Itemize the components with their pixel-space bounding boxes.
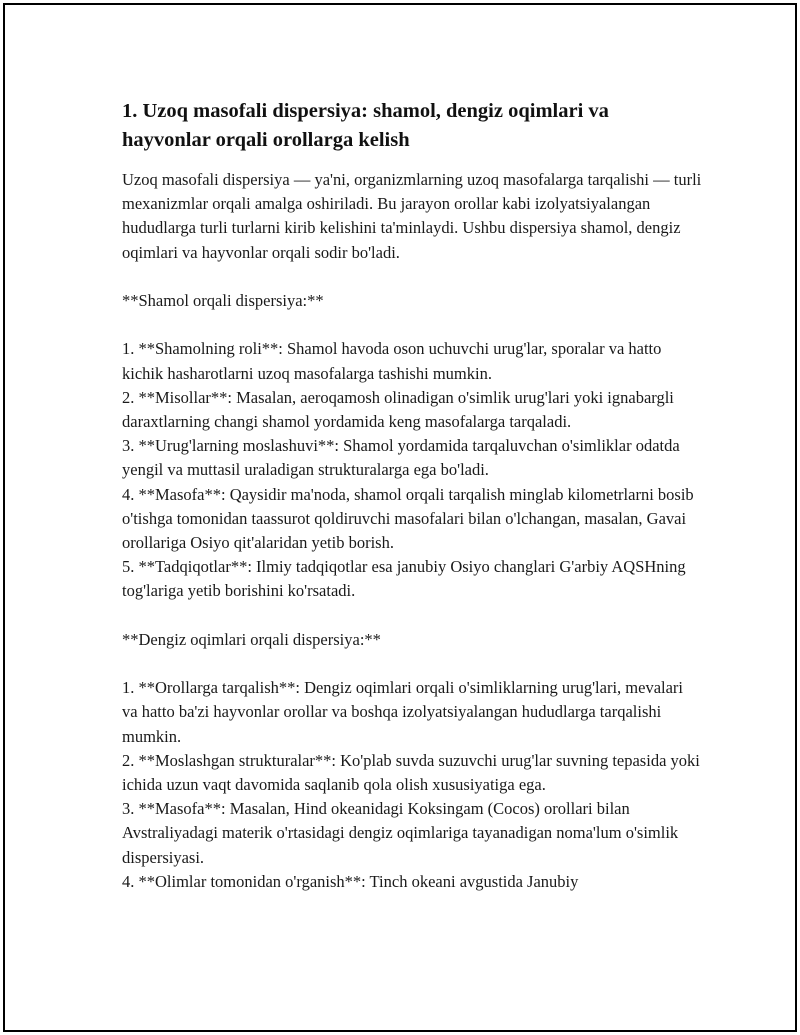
page-frame — [3, 3, 797, 1032]
spacer — [122, 265, 702, 289]
list-item: 4. **Masofa**: Qaysidir ma'noda, shamol orqali tarqalish minglab kilometrlarni bosib o'tishga tomonidan taassurot qoldiruvchi masofalari bilan o'lchangan, masalan, Gavai orollariga Osiyo qit'alaridan yetib borish. — [122, 484, 694, 553]
sea-section-title: **Dengiz oqimlari orqali dispersiya:** — [122, 629, 381, 649]
wind-section-title: **Shamol orqali dispersiya:** — [122, 291, 324, 310]
list-item: 3. **Masofa**: Masalan, Hind okeanidagi Koksingam (Cocos) orollari bilan Avstraliyadagi materik o'rtasidagi dengiz oqimlariga tayanadigan noma'lum o'simlik dispersiyasi. — [122, 799, 679, 867]
list-item: 5. **Tadqiqotlar**: Ilmiy tadqiqotlar esa janubiy Osiyo changlari G'arbiy AQSHning tog'lariga yetib borishini ko'rsatadi. — [122, 557, 686, 601]
intro-paragraph: Uzoq masofali dispersiya — ya'ni, organizmlarning uzoq masofalarga tarqalishi — turli mexanizmlar orqali amalga oshiriladi. Bu jarayon orollar kabi izolyatsiyalangan hududlarga turli turlarni kirib kelishini ta'minlaydi. Ushbu dispersiya shamol, dengiz oqimlari va hayvonlar orqali sodir bo'ladi. — [122, 170, 702, 262]
list-item: 3. **Urug'larning moslashuvi**: Shamol yordamida tarqaluvchan o'simliklar odatda yengil va muttasil uraladigan strukturalarga ega bo'ladi. — [122, 436, 680, 480]
list-item: 1. **Orollarga tarqalish**: Dengiz oqimlari orqali o'simliklarning urug'lari, mevalari va hatto ba'zi hayvonlar orollar va boshqa izolyatsiyalangan hududlarga tarqalishi mumkin. — [122, 678, 683, 746]
spacer — [122, 604, 702, 628]
list-item: 4. **Olimlar tomonidan o'rganish**: Tinch okeani avgustida Janubiy — [122, 871, 579, 891]
list-item: 2. **Moslashgan strukturalar**: Ko'plab suvda suzuvchi urug'lar suvning tepasida yoki ichida uzun vaqt davomida saqlanib qola olish xususiyatiga ega. — [122, 750, 700, 795]
list-item: 2. **Misollar**: Masalan, aeroqamosh olinadigan o'simlik urug'lari yoki ignabargli daraxtlarning changi shamol yordamida keng masofalarga tarqaladi. — [122, 387, 674, 431]
document-content — [122, 97, 702, 894]
spacer — [122, 652, 702, 676]
spacer — [122, 313, 702, 337]
section-heading: 1. Uzoq masofali dispersiya: shamol, dengiz oqimlari va hayvonlar orqali orollarga kelish — [122, 100, 609, 151]
list-item: 1. **Shamolning roli**: Shamol havoda oson uchuvchi urug'lar, sporalar va hatto kichik hasharotlarni uzoq masofalarga tashishi mumkin. — [122, 339, 662, 383]
